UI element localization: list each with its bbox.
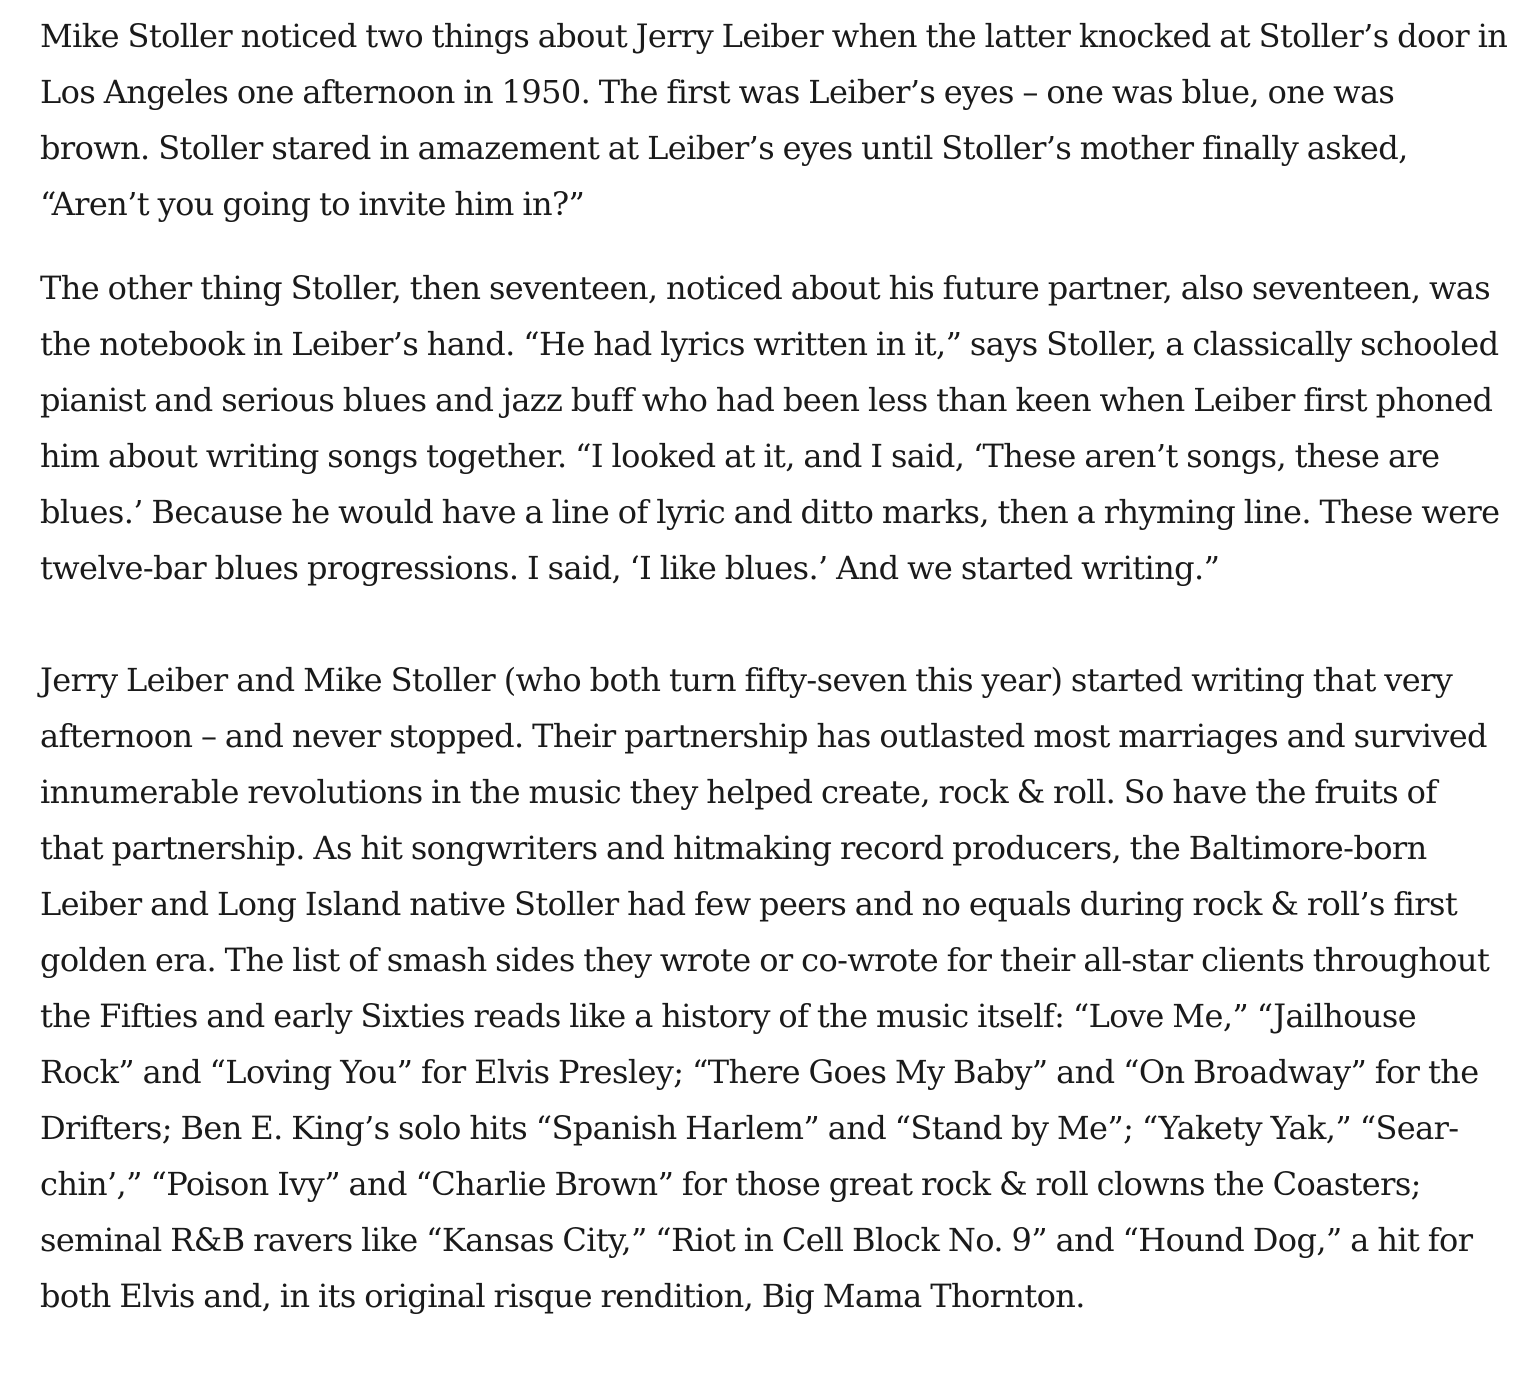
paragraph-1: Mike Stoller noticed two things about Jerry Leiber when the latter knocked at Stoller’s door in Los Angeles one afternoon in 1950. The first was Leiber’s eyes – one was blue, one was brown. Stoller stared in amazement at Leiber’s eyes until Stoller’s mother finally asked, “Aren’t you going to invite him in?” [40, 17, 1508, 223]
paragraph-3: Jerry Leiber and Mike Stoller (who both turn fifty-seven this year) started writing that very afternoon – and never stopped. Their partnership has outlasted most marriages and survived innumerable revolutions in the music they helped create, rock & roll. So have the fruits of that partnership. As hit songwriters and hitmaking record producers, the Baltimore-born Leiber and Long Island native Stoller had few peers and no equals during rock & roll’s first golden era. The list of smash sides they wrote or co-wrote for their all-star clients throughout the Fifties and early Sixties reads like a history of the music itself: “Love Me,” “Jailhouse Rock” and “Loving You” for Elvis Presley; “There Goes My Baby” and “On Broadway” for the Drifters; Ben E. King’s solo hits “Spanish Harlem” and “Stand by Me”; “Yakety Yak,” “Sear-chin’,” “Poison Ivy” and “Charlie Brown” for those great rock & roll clowns the Coasters; seminal R&B ravers like “Kansas City,” “Riot in Cell Block No. 9” and “Hound Dog,” a hit for both Elvis and, in its original risque rendition, Big Mama Thornton. [40, 661, 1490, 1315]
paragraph-2: The other thing Stoller, then seventeen, noticed about his future partner, also seventeen, was the notebook in Leiber’s hand. “He had lyrics written in it,” says Stoller, a classically schooled pianist and serious blues and jazz buff who had been less than keen when Leiber first phoned him about writing songs together. “I looked at it, and I said, ‘These aren’t songs, these are blues.’ Because he would have a line of lyric and ditto marks, then a rhyming line. These were twelve-bar blues progressions. I said, ‘I like blues.’ And we started writing.” [40, 269, 1500, 587]
